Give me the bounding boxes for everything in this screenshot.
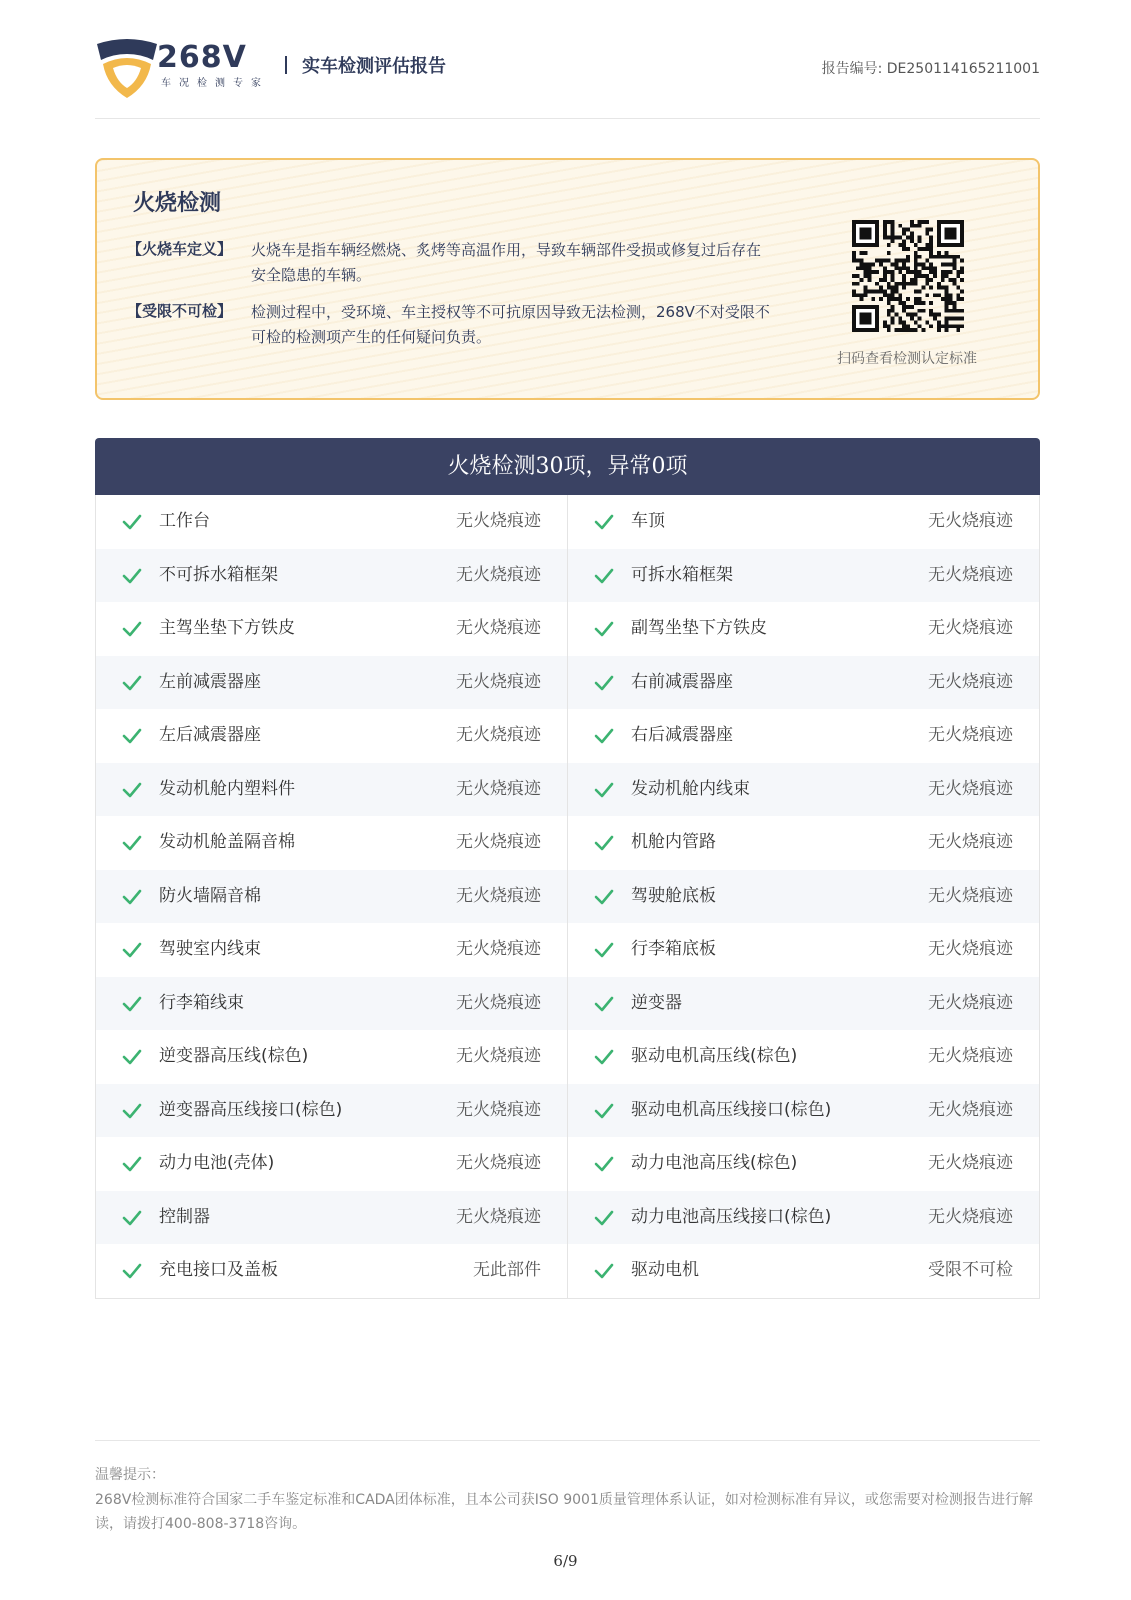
item-result: 无火烧痕迹 (456, 511, 541, 531)
definition-label: 【火烧车定义】 (127, 240, 233, 258)
item-result: 无火烧痕迹 (456, 618, 541, 638)
definition-text: 火烧车是指车辆经燃烧、炙烤等高温作用，导致车辆部件受损或修复过后存在安全隐患的车辆。 (251, 241, 762, 284)
check-icon (122, 514, 142, 530)
check-icon (122, 1210, 142, 1226)
inspection-item (96, 656, 568, 710)
brand-name: 268V (157, 40, 247, 75)
check-icon (122, 782, 142, 798)
item-name: 发动机舱内线束 (631, 778, 750, 799)
item-result: 无火烧痕迹 (456, 939, 541, 959)
item-result: 无火烧痕迹 (456, 992, 541, 1013)
check-icon (122, 675, 142, 691)
notice-box (95, 158, 1040, 400)
item-result: 无火烧痕迹 (928, 939, 1013, 959)
table-row (96, 495, 1039, 549)
inspection-item (96, 763, 568, 817)
inspection-item (96, 709, 568, 763)
check-icon (594, 996, 614, 1012)
table-row (96, 977, 1039, 1031)
table-row (96, 1137, 1039, 1191)
item-result: 无火烧痕迹 (456, 725, 541, 745)
table-title: 火烧检测30项，异常0项 (95, 438, 1040, 495)
item-result: 无火烧痕迹 (456, 564, 541, 585)
table-row (96, 602, 1039, 656)
item-result: 无火烧痕迹 (928, 1206, 1013, 1227)
report-title: 实车检测评估报告 (302, 56, 446, 77)
check-icon (594, 942, 614, 958)
item-result: 无火烧痕迹 (456, 778, 541, 799)
item-result: 无火烧痕迹 (928, 671, 1013, 692)
item-name: 行李箱底板 (631, 939, 716, 959)
limited-label: 【受限不可检】 (127, 302, 233, 320)
item-name: 不可拆水箱框架 (159, 564, 278, 585)
item-result: 无火烧痕迹 (928, 725, 1013, 745)
inspection-item (568, 1137, 1039, 1191)
item-result: 无火烧痕迹 (928, 885, 1013, 906)
tip-text: 268V检测标准符合国家二手车鉴定标准和CADA团体标准，且本公司获ISO 9001质量管理体系认证，如对检测标准有异议，或您需要对检测报告进行解读，请拨打400-808-3718咨询。 (95, 1492, 1033, 1532)
item-name: 控制器 (159, 1206, 210, 1227)
table-row (96, 1244, 1039, 1298)
check-icon (594, 1156, 614, 1172)
check-icon (594, 1210, 614, 1226)
item-name: 动力电池(壳体) (159, 1153, 275, 1173)
item-result: 无火烧痕迹 (456, 1153, 541, 1173)
inspection-item (568, 763, 1039, 817)
inspection-item (96, 1030, 568, 1084)
check-icon (594, 1263, 614, 1279)
inspection-item (568, 656, 1039, 710)
check-icon (122, 1156, 142, 1172)
item-name: 充电接口及盖板 (159, 1260, 278, 1280)
item-name: 左前减震器座 (159, 671, 261, 692)
item-name: 主驾坐垫下方铁皮 (159, 618, 295, 638)
inspection-item (568, 602, 1039, 656)
item-result: 无火烧痕迹 (928, 832, 1013, 852)
inspection-item (568, 495, 1039, 549)
item-name: 左后减震器座 (159, 725, 261, 745)
inspection-item (96, 816, 568, 870)
inspection-item (568, 816, 1039, 870)
item-name: 车顶 (631, 511, 665, 531)
item-name: 驱动电机高压线接口(棕色) (631, 1099, 832, 1120)
item-name: 动力电池高压线(棕色) (631, 1153, 798, 1173)
check-icon (594, 889, 614, 905)
inspection-item (568, 1244, 1039, 1298)
item-result: 无火烧痕迹 (456, 671, 541, 692)
check-icon (594, 782, 614, 798)
inspection-item (568, 1084, 1039, 1138)
check-icon (594, 621, 614, 637)
inspection-item (96, 1244, 568, 1298)
table-row (96, 1030, 1039, 1084)
item-name: 发动机舱内塑料件 (159, 778, 295, 799)
report-number: 报告编号: DE250114165211001 (821, 61, 1040, 77)
check-icon (122, 728, 142, 744)
item-result: 无火烧痕迹 (928, 564, 1013, 585)
check-icon (594, 728, 614, 744)
check-icon (122, 835, 142, 851)
brand-tagline: 车况检测专家 (161, 78, 269, 89)
inspection-item (568, 1030, 1039, 1084)
inspection-item (568, 549, 1039, 603)
item-name: 右后减震器座 (631, 725, 733, 745)
check-icon (594, 514, 614, 530)
check-icon (122, 996, 142, 1012)
item-name: 机舱内管路 (631, 832, 716, 852)
check-icon (122, 889, 142, 905)
page-number: 6/9 (553, 1552, 578, 1570)
inspection-item (568, 1191, 1039, 1245)
item-result: 无火烧痕迹 (456, 1206, 541, 1227)
item-name: 防火墙隔音棉 (159, 885, 261, 906)
table-row (96, 709, 1039, 763)
item-name: 驾驶舱底板 (631, 885, 716, 906)
inspection-item (96, 923, 568, 977)
check-icon (122, 1049, 142, 1065)
check-icon (122, 568, 142, 584)
check-icon (122, 942, 142, 958)
item-name: 驾驶室内线束 (159, 939, 261, 959)
check-icon (122, 621, 142, 637)
inspection-item (568, 977, 1039, 1031)
table-row (96, 763, 1039, 817)
item-result: 无火烧痕迹 (456, 1099, 541, 1120)
notice-title: 火烧检测 (133, 191, 222, 216)
inspection-item (96, 1084, 568, 1138)
inspection-item (96, 870, 568, 924)
inspection-item (568, 870, 1039, 924)
item-result: 无火烧痕迹 (456, 832, 541, 852)
item-result: 无火烧痕迹 (928, 778, 1013, 799)
item-name: 行李箱线束 (159, 992, 244, 1013)
footer-divider (95, 1440, 1040, 1441)
table-row (96, 816, 1039, 870)
inspection-item (96, 602, 568, 656)
table-row (96, 923, 1039, 977)
table-row (96, 870, 1039, 924)
item-result: 无火烧痕迹 (928, 1153, 1013, 1173)
table-row (96, 656, 1039, 710)
item-name: 可拆水箱框架 (631, 564, 733, 585)
item-name: 逆变器高压线(棕色) (159, 1046, 309, 1066)
item-result: 无火烧痕迹 (928, 511, 1013, 531)
report-header (95, 36, 1040, 102)
item-result: 无此部件 (473, 1260, 541, 1280)
item-result: 无火烧痕迹 (928, 618, 1013, 638)
item-name: 驱动电机 (631, 1260, 699, 1280)
item-name: 动力电池高压线接口(棕色) (631, 1206, 832, 1227)
inspection-item (568, 709, 1039, 763)
table-row (96, 549, 1039, 603)
qr-code-icon[interactable] (852, 220, 964, 332)
check-icon (594, 1103, 614, 1119)
check-icon (594, 568, 614, 584)
item-name: 逆变器高压线接口(棕色) (159, 1099, 343, 1120)
shield-logo-icon (95, 38, 159, 100)
inspection-item (568, 923, 1039, 977)
item-name: 副驾坐垫下方铁皮 (631, 618, 767, 638)
header-divider (95, 118, 1040, 119)
item-result: 无火烧痕迹 (456, 885, 541, 906)
limited-text: 检测过程中，受环境、车主授权等不可抗原因导致无法检测，268V不对受限不可检的检测项产生的任何疑问负责。 (251, 303, 770, 346)
tip-title: 温馨提示： (95, 1467, 165, 1483)
check-icon (594, 835, 614, 851)
check-icon (122, 1103, 142, 1119)
check-icon (122, 1263, 142, 1279)
inspection-item (96, 1191, 568, 1245)
item-result: 无火烧痕迹 (928, 992, 1013, 1013)
item-name: 发动机舱盖隔音棉 (159, 832, 295, 852)
item-result: 受限不可检 (928, 1260, 1013, 1280)
check-icon (594, 675, 614, 691)
table-row (96, 1084, 1039, 1138)
inspection-item (96, 495, 568, 549)
item-name: 工作台 (159, 511, 210, 531)
item-result: 无火烧痕迹 (456, 1046, 541, 1066)
header-separator (285, 56, 287, 74)
check-icon (594, 1049, 614, 1065)
item-result: 无火烧痕迹 (928, 1046, 1013, 1066)
item-result: 无火烧痕迹 (928, 1099, 1013, 1120)
item-name: 右前减震器座 (631, 671, 733, 692)
item-name: 逆变器 (631, 992, 682, 1013)
inspection-item (96, 549, 568, 603)
qr-caption: 扫码查看检测认定标准 (837, 351, 977, 367)
inspection-item (96, 977, 568, 1031)
table-row (96, 1191, 1039, 1245)
inspection-item (96, 1137, 568, 1191)
item-name: 驱动电机高压线(棕色) (631, 1046, 798, 1066)
inspection-table (95, 495, 1040, 1299)
